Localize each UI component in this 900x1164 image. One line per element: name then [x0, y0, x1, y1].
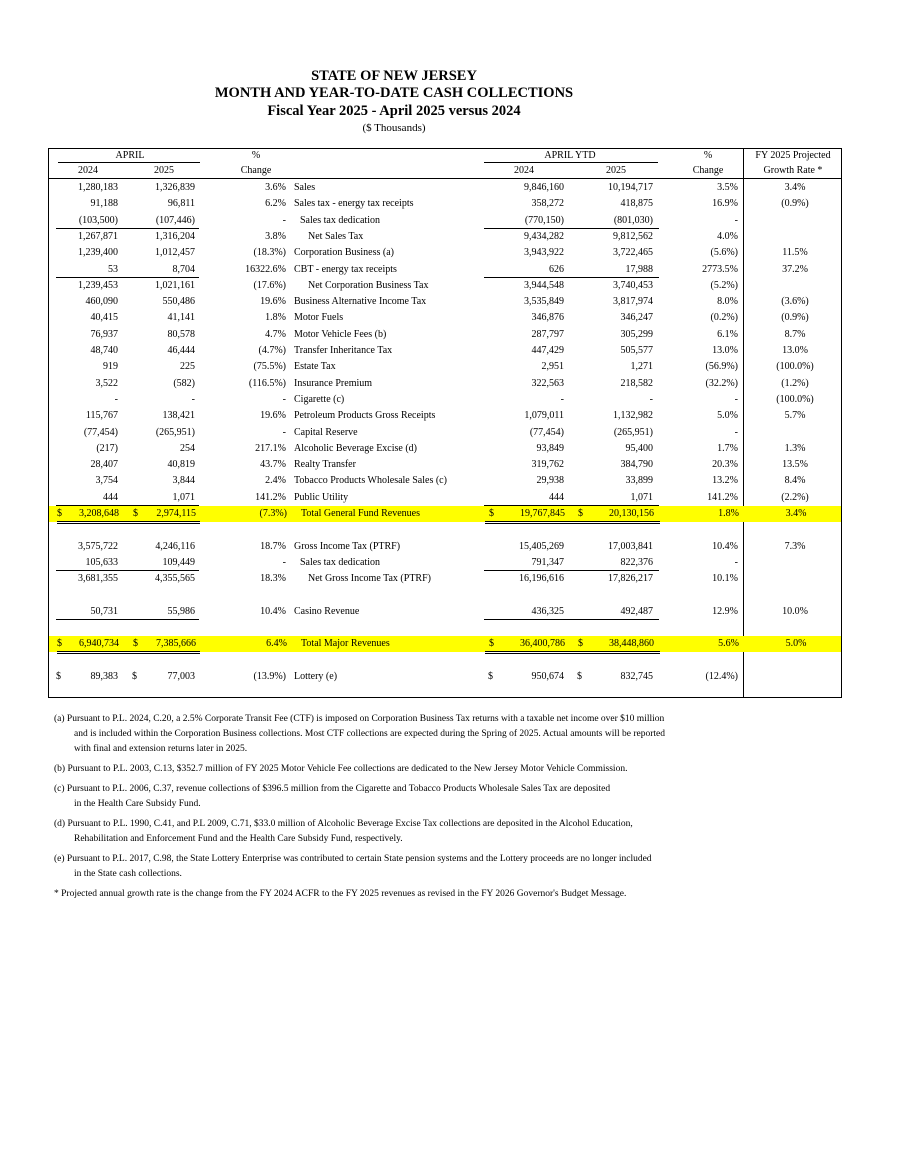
projected-growth-value: 3.4%: [784, 182, 806, 193]
revenue-category-label: Insurance Premium: [294, 377, 373, 389]
ytd-change-value: (0.2%): [710, 312, 738, 324]
ytd-2025-value: 20,130,156: [609, 508, 654, 519]
april-change-value: 217.1%: [255, 442, 286, 454]
header-ytd-underline: [484, 162, 658, 163]
april-2024-value: 3,575,722: [78, 540, 118, 552]
ytd-2025-value: (265,951): [613, 426, 653, 438]
april-2024-value: 105,633: [85, 556, 118, 568]
april-2024-value: 115,767: [85, 410, 118, 422]
ytd-2024-value: 319,762: [531, 459, 564, 471]
table-row: [48, 359, 842, 375]
ytd-2024-value: 3,944,548: [524, 279, 564, 291]
projected-growth-value: 11.5%: [782, 247, 808, 259]
revenue-category-label: Cigarette (c): [294, 393, 345, 405]
april-change-value: (13.9%): [253, 671, 286, 682]
april-change-value: 10.4%: [260, 605, 286, 617]
table-row: [48, 327, 842, 343]
ytd-2024-value: 2,951: [541, 361, 564, 373]
dollar-sign: $: [56, 671, 61, 682]
table-row: [48, 262, 842, 278]
table-row: [48, 571, 842, 587]
table-row: [48, 539, 842, 555]
april-change-value: 16322.6%: [245, 263, 286, 275]
ytd-2025-value: 492,487: [620, 605, 653, 617]
header-ytd-2024: 2024: [514, 165, 534, 176]
april-2025-value: 3,844: [172, 475, 195, 487]
ytd-2024-value: 950,674: [531, 671, 564, 682]
table-row: [48, 343, 842, 359]
footnote: [54, 782, 774, 812]
ytd-2025-value: 505,577: [620, 345, 653, 356]
revenue-category-label: Net Corporation Business Tax: [308, 279, 429, 291]
projected-growth-value: 13.0%: [782, 345, 808, 356]
ytd-2025-value: 384,790: [620, 459, 653, 471]
april-2025-value: 550,486: [162, 296, 195, 308]
april-change-value: 3.8%: [265, 230, 286, 242]
ytd-change-value: 1.7%: [717, 442, 738, 454]
april-change-value: (7.3%): [259, 508, 287, 519]
april-2024-value: -: [114, 393, 118, 405]
footnote-continuation: in the State cash collections.: [74, 869, 182, 879]
ytd-change-value: (32.2%): [705, 377, 738, 389]
ytd-2025-value: 17,988: [625, 263, 653, 275]
table-row: [48, 278, 842, 294]
april-2024-value: (77,454): [83, 426, 118, 438]
ytd-2024-value: 3,535,849: [524, 296, 564, 308]
april-2024-value: 3,208,648: [79, 508, 119, 519]
ytd-2024-value: 15,405,269: [519, 540, 564, 552]
footnote: [54, 712, 774, 757]
report-title-units: ($ Thousands): [362, 122, 426, 134]
april-2024-value: 1,267,871: [78, 230, 118, 242]
april-2024-value: 50,731: [90, 605, 118, 617]
ytd-change-value: (5.6%): [710, 247, 738, 259]
header-change: Change: [240, 165, 272, 176]
ytd-2024-value: 444: [549, 491, 564, 503]
table-row: [48, 213, 842, 229]
revenue-category-label: Sales tax dedication: [300, 556, 380, 568]
ytd-2025-value: (801,030): [613, 214, 653, 226]
ytd-change-value: -: [734, 393, 738, 405]
april-2024-value: 53: [108, 263, 118, 275]
ytd-2024-value: 3,943,922: [524, 247, 564, 259]
ytd-2025-value: 418,875: [620, 198, 653, 210]
footnote: [54, 762, 774, 777]
footnote-continuation: in the Health Care Subsidy Fund.: [74, 799, 201, 809]
revenue-category-label: Sales tax dedication: [300, 214, 380, 226]
footnotes: [54, 712, 774, 907]
april-2024-value: 28,407: [90, 459, 118, 471]
april-2025-value: 109,449: [162, 556, 195, 568]
table-row: [48, 180, 842, 196]
revenue-category-label: Lottery (e): [294, 671, 338, 682]
ytd-2024-value: (77,454): [529, 426, 564, 438]
table-row: [48, 457, 842, 473]
ytd-2024-value: 29,938: [536, 475, 564, 487]
ytd-2024-value: 9,846,160: [524, 182, 564, 193]
april-change-value: 6.2%: [265, 198, 286, 210]
april-change-value: (17.6%): [253, 279, 286, 291]
ytd-2024-value: 93,849: [536, 442, 564, 454]
ytd-2024-value: (770,150): [524, 214, 564, 226]
ytd-change-value: 3.5%: [717, 182, 738, 193]
april-2025-value: 138,421: [162, 410, 195, 422]
ytd-2025-value: 17,826,217: [608, 573, 653, 585]
april-2025-value: -: [191, 393, 195, 405]
april-2025-value: 55,986: [167, 605, 195, 617]
dollar-sign: $: [57, 638, 62, 650]
april-change-value: (18.3%): [253, 247, 286, 259]
ytd-2025-value: 17,003,841: [608, 540, 653, 552]
table-row: [48, 555, 842, 571]
revenue-category-label: CBT - energy tax receipts: [294, 263, 397, 275]
ytd-2025-value: -: [649, 393, 653, 405]
table-row: [48, 376, 842, 392]
april-2024-value: 6,940,734: [79, 638, 119, 650]
ytd-2024-value: 346,876: [531, 312, 564, 324]
april-2025-value: 1,071: [172, 491, 195, 503]
april-change-value: -: [282, 556, 286, 568]
ytd-2025-value: 3,740,453: [613, 279, 653, 291]
april-change-value: -: [282, 393, 286, 405]
ytd-2024-value: 322,563: [531, 377, 564, 389]
april-2025-value: 225: [180, 361, 195, 373]
april-change-value: 18.7%: [260, 540, 286, 552]
dollar-sign: $: [132, 671, 137, 682]
april-2025-value: 2,974,115: [156, 508, 196, 519]
projected-growth-value: (100.0%): [776, 361, 814, 373]
header-ytd-2025: 2025: [606, 165, 626, 176]
april-2024-value: 444: [103, 491, 118, 503]
projected-growth-value: (0.9%): [781, 198, 809, 210]
revenue-category-label: Motor Fuels: [294, 312, 344, 324]
ytd-2024-value: 36,400,786: [520, 638, 565, 650]
april-2025-value: 96,811: [167, 198, 195, 210]
april-2024-value: 76,937: [90, 328, 118, 340]
revenue-category-label: Business Alternative Income Tax: [294, 296, 427, 308]
spacer-row: [48, 620, 842, 636]
footnote: [54, 887, 774, 902]
footnote-continuation: Rehabilitation and Enforcement Fund and the Health Care Subsidy Fund, respectively.: [74, 834, 403, 844]
dollar-sign: $: [578, 638, 583, 650]
revenue-category-label: Gross Income Tax (PTRF): [294, 540, 401, 552]
ytd-change-value: 12.9%: [712, 605, 738, 617]
ytd-2025-value: 9,812,562: [613, 230, 653, 242]
dollar-sign: $: [489, 638, 494, 650]
projected-growth-value: (100.0%): [776, 393, 814, 405]
projected-growth-value: (3.6%): [781, 296, 809, 308]
april-change-value: (4.7%): [258, 345, 286, 356]
header-april-underline: [58, 162, 200, 163]
dollar-sign: $: [133, 508, 138, 519]
projected-growth-value: 7.3%: [784, 540, 806, 552]
revenue-category-label: Sales: [294, 182, 316, 193]
dollar-sign: $: [488, 671, 493, 682]
ytd-2025-value: 3,817,974: [613, 296, 653, 308]
revenue-category-label: Transfer Inheritance Tax: [294, 345, 393, 356]
projected-growth-value: 3.4%: [785, 508, 807, 519]
ytd-change-value: (12.4%): [705, 671, 738, 682]
april-2025-value: 4,246,116: [155, 540, 195, 552]
dollar-sign: $: [489, 508, 494, 519]
ytd-change-value: -: [734, 214, 738, 226]
footnote-text: (d) Pursuant to P.L. 1990, C.41, and P.L 2009, C.71, $33.0 million of Alcoholic Beverage Excise Tax collections are deposited in the Alcohol Education,: [54, 819, 633, 829]
ytd-change-value: -: [734, 556, 738, 568]
april-2025-value: 1,316,204: [155, 230, 195, 242]
april-change-value: -: [282, 214, 286, 226]
projected-growth-value: 13.5%: [782, 459, 808, 471]
ytd-change-value: 1.8%: [718, 508, 739, 519]
april-2025-value: (265,951): [155, 426, 195, 438]
footnote-continuation: with final and extension returns later in 2025.: [74, 744, 248, 754]
april-change-value: 3.6%: [265, 182, 286, 193]
ytd-change-value: 10.4%: [712, 540, 738, 552]
header-growth-rate: Growth Rate *: [763, 165, 823, 176]
revenue-category-label: Capital Reserve: [294, 426, 358, 438]
april-change-value: 141.2%: [255, 491, 286, 503]
header-bottom-rule: [48, 178, 842, 179]
revenue-category-label: Estate Tax: [294, 361, 336, 373]
ytd-2024-value: -: [560, 393, 564, 405]
ytd-change-value: (5.2%): [710, 279, 738, 291]
april-2025-value: (107,446): [155, 214, 195, 226]
april-2025-value: 1,021,161: [155, 279, 195, 291]
table-row: [48, 490, 842, 506]
projected-growth-value: (0.9%): [781, 312, 809, 324]
april-2024-value: 1,280,183: [78, 182, 118, 193]
header-pct: %: [251, 150, 261, 161]
revenue-category-label: Petroleum Products Gross Receipts: [294, 410, 436, 422]
april-2024-value: 460,090: [85, 296, 118, 308]
ytd-change-value: 16.9%: [712, 198, 738, 210]
table-row: [48, 425, 842, 441]
ytd-2024-value: 791,347: [531, 556, 564, 568]
april-2024-value: 40,415: [90, 312, 118, 324]
spacer-row: [48, 588, 842, 604]
footnote-continuation: and is included within the Corporation Business collections. Most CTF collections are expected during the Spring of 2025. Actual amounts will be reported: [74, 729, 666, 739]
ytd-change-value: 5.6%: [718, 638, 739, 650]
april-2025-value: 8,704: [172, 263, 195, 275]
table-row: [48, 196, 842, 212]
dollar-sign: $: [57, 508, 62, 519]
april-change-value: -: [282, 426, 286, 438]
projected-growth-value: 8.4%: [784, 475, 806, 487]
table-row: [48, 229, 842, 245]
table-row: [49, 506, 841, 522]
ytd-change-value: 2773.5%: [702, 263, 738, 275]
april-change-value: 6.4%: [266, 638, 287, 650]
revenue-category-label: Corporation Business (a): [294, 247, 394, 259]
ytd-2025-value: 10,194,717: [608, 182, 653, 193]
april-2025-value: 4,355,565: [155, 573, 195, 585]
revenue-category-label: Total Major Revenues: [301, 638, 390, 650]
revenue-category-label: Net Sales Tax: [308, 230, 364, 242]
ytd-2025-value: 38,448,860: [609, 638, 654, 650]
table-row: [48, 473, 842, 489]
projected-growth-value: 1.3%: [784, 442, 806, 454]
april-change-value: 43.7%: [260, 459, 286, 471]
april-2025-value: 46,444: [167, 345, 195, 356]
report-title-period: Fiscal Year 2025 - April 2025 versus 2024: [267, 103, 521, 119]
footnote-text: * Projected annual growth rate is the change from the FY 2024 ACFR to the FY 2025 revenues as revised in the FY 2026 Governor's Budget Message.: [54, 889, 627, 899]
table-row: [48, 604, 842, 620]
dollar-sign: $: [133, 638, 138, 650]
projected-growth-value: 37.2%: [782, 263, 808, 275]
footnote-text: (a) Pursuant to P.L. 2024, C.20, a 2.5% Corporate Transit Fee (CTF) is imposed on Corporation Business Tax returns with a taxable net income over $10 million: [54, 714, 665, 724]
header-april-2025: 2025: [154, 165, 174, 176]
projected-growth-value: (2.2%): [781, 491, 809, 503]
april-2025-value: 40,819: [167, 459, 195, 471]
report-title-main: MONTH AND YEAR-TO-DATE CASH COLLECTIONS: [214, 85, 574, 101]
footnote-text: (c) Pursuant to P.L. 2006, C.37, revenue collections of $396.5 million from the Cigarette and Tobacco Products Wholesale Sales Tax are deposited: [54, 784, 611, 794]
ytd-2024-value: 447,429: [531, 345, 564, 356]
april-2024-value: 3,754: [95, 475, 118, 487]
april-2024-value: 3,681,355: [78, 573, 118, 585]
ytd-2024-value: 287,797: [531, 328, 564, 340]
header-april-ytd: APRIL YTD: [544, 150, 596, 161]
ytd-2024-value: 358,272: [531, 198, 564, 210]
april-2024-value: 919: [103, 361, 118, 373]
ytd-change-value: 8.0%: [717, 296, 738, 308]
april-change-value: 4.7%: [265, 328, 286, 340]
april-2024-value: 91,188: [90, 198, 118, 210]
april-change-value: 19.6%: [260, 410, 286, 422]
revenue-category-label: Net Gross Income Tax (PTRF): [308, 573, 431, 585]
april-change-value: (116.5%): [248, 377, 286, 389]
ytd-change-value: (56.9%): [705, 361, 738, 373]
april-2024-value: (103,500): [78, 214, 118, 226]
ytd-change-value: 10.1%: [712, 573, 738, 585]
ytd-2025-value: 3,722,465: [613, 247, 653, 259]
ytd-2025-value: 95,400: [625, 442, 653, 454]
april-2025-value: 80,578: [167, 328, 195, 340]
april-2025-value: 1,326,839: [155, 182, 195, 193]
footnote: [54, 817, 774, 847]
projected-growth-value: (1.2%): [781, 377, 809, 389]
header-change-ytd: Change: [692, 165, 724, 176]
ytd-change-value: 20.3%: [712, 459, 738, 471]
projected-growth-value: 5.7%: [784, 410, 806, 422]
april-2024-value: 48,740: [90, 345, 118, 356]
ytd-change-value: 5.0%: [717, 410, 738, 422]
table-row: [48, 392, 842, 408]
ytd-2025-value: 1,071: [630, 491, 653, 503]
table-row: [48, 441, 842, 457]
revenue-category-label: Tobacco Products Wholesale Sales (c): [294, 475, 447, 487]
april-2025-value: 41,141: [167, 312, 195, 324]
revenue-category-label: Motor Vehicle Fees (b): [294, 328, 387, 340]
revenue-category-label: Sales tax - energy tax receipts: [294, 198, 414, 210]
footnote: [54, 852, 774, 882]
footnote-text: (b) Pursuant to P.L. 2003, C.13, $352.7 million of FY 2025 Motor Vehicle Fee collections are dedicated to the New Jersey Motor Vehicle Commission.: [54, 764, 628, 774]
table-row: [48, 669, 842, 685]
april-change-value: (75.5%): [253, 361, 286, 373]
april-2024-value: (217): [96, 442, 118, 454]
revenue-category-label: Realty Transfer: [294, 459, 356, 471]
april-2025-value: (582): [173, 377, 195, 389]
ytd-change-value: 4.0%: [717, 230, 738, 242]
revenue-category-label: Total General Fund Revenues: [301, 508, 420, 519]
april-change-value: 1.8%: [265, 312, 286, 324]
april-2024-value: 89,383: [90, 671, 118, 682]
ytd-2025-value: 822,376: [620, 556, 653, 568]
ytd-2025-value: 305,299: [620, 328, 653, 340]
april-2025-value: 1,012,457: [155, 247, 195, 259]
april-2024-value: 1,239,400: [78, 247, 118, 259]
ytd-2025-value: 33,899: [625, 475, 653, 487]
ytd-2024-value: 436,325: [531, 605, 564, 617]
april-2024-value: 1,239,453: [78, 279, 118, 291]
april-2025-value: 254: [180, 442, 195, 454]
ytd-change-value: 13.0%: [712, 345, 738, 356]
ytd-2025-value: 346,247: [620, 312, 653, 324]
ytd-2024-value: 9,434,282: [524, 230, 564, 242]
ytd-2025-value: 832,745: [620, 671, 653, 682]
ytd-2025-value: 218,582: [620, 377, 653, 389]
april-2024-value: 3,522: [95, 377, 118, 389]
header-projected: FY 2025 Projected: [755, 150, 831, 161]
report-title-state: STATE OF NEW JERSEY: [311, 68, 477, 84]
april-change-value: 18.3%: [260, 573, 286, 585]
table-row: [48, 408, 842, 424]
dollar-sign: $: [577, 671, 582, 682]
ytd-2024-value: 1,079,011: [524, 410, 564, 422]
projected-growth-value: 8.7%: [784, 328, 806, 340]
ytd-2024-value: 16,196,616: [519, 573, 564, 585]
ytd-2024-value: 19,767,845: [520, 508, 565, 519]
ytd-change-value: 6.1%: [717, 328, 738, 340]
header-april-2024: 2024: [78, 165, 98, 176]
ytd-change-value: -: [734, 426, 738, 438]
projected-growth-value: 10.0%: [782, 605, 808, 617]
header-pct-ytd: %: [703, 150, 713, 161]
ytd-change-value: 141.2%: [707, 491, 738, 503]
table-row: [49, 636, 841, 652]
header-april: APRIL: [115, 150, 145, 161]
footnote-text: (e) Pursuant to P.L. 2017, C.98, the State Lottery Enterprise was contributed to certain State pension systems and the Lottery proceeds are no longer included: [54, 854, 652, 864]
april-change-value: 2.4%: [265, 475, 286, 487]
table-row: [48, 310, 842, 326]
ytd-2024-value: 626: [549, 263, 564, 275]
ytd-change-value: 13.2%: [712, 475, 738, 487]
table-row: [48, 294, 842, 310]
spacer-row: [48, 522, 842, 538]
spacer-row: [48, 653, 842, 669]
projected-growth-value: 5.0%: [785, 638, 807, 650]
revenue-category-label: Casino Revenue: [294, 605, 360, 617]
ytd-2025-value: 1,271: [630, 361, 653, 373]
table-row: [48, 245, 842, 261]
ytd-2025-value: 1,132,982: [613, 410, 653, 422]
april-change-value: 19.6%: [260, 296, 286, 308]
revenue-category-label: Public Utility: [294, 491, 349, 503]
april-2025-value: 7,385,666: [156, 638, 196, 650]
april-2025-value: 77,003: [167, 671, 195, 682]
revenue-category-label: Alcoholic Beverage Excise (d): [294, 442, 418, 454]
dollar-sign: $: [578, 508, 583, 519]
